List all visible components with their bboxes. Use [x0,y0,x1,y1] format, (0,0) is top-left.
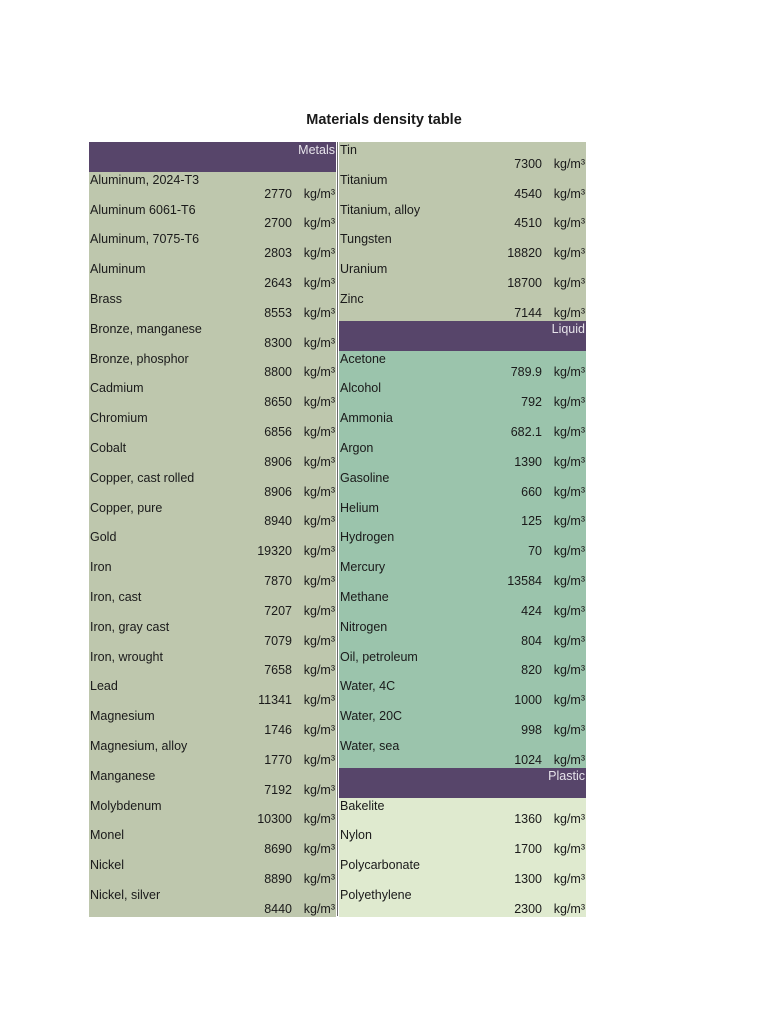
material-row [89,380,336,410]
material-name: Iron, wrought [90,649,163,664]
metals-continued-list [339,142,586,321]
density-value: 424 [521,603,542,618]
material-row [339,261,586,291]
section-header-metals [89,142,336,172]
density-value: 1360 [514,812,542,827]
material-name: Molybdenum [90,798,162,813]
density-value: 804 [521,633,542,648]
material-row [339,708,586,738]
material-name: Nitrogen [340,619,388,634]
material-row [339,857,586,887]
density-unit: kg/m³ [303,812,335,827]
density-value: 18820 [507,246,542,261]
material-name: Uranium [340,262,388,277]
material-row [89,440,336,470]
density-unit: kg/m³ [553,395,585,410]
material-row [89,529,336,559]
density-value: 8906 [264,484,292,499]
material-name: Nylon [340,828,372,843]
material-name: Chromium [90,411,148,426]
material-name: Titanium [340,172,388,187]
material-row [89,172,336,202]
material-name: Manganese [90,768,156,783]
density-value: 7300 [514,156,542,171]
material-row [339,827,586,857]
density-unit: kg/m³ [553,275,585,290]
material-row [339,619,586,649]
density-value: 4540 [514,186,542,201]
section-header-liquid [339,321,586,351]
density-unit: kg/m³ [553,186,585,201]
material-row [339,440,586,470]
material-row [89,321,336,351]
material-name: Gold [90,530,117,545]
density-value: 792 [521,395,542,410]
density-value: 820 [521,663,542,678]
material-name: Cadmium [90,381,144,396]
material-row [89,470,336,500]
density-unit: kg/m³ [303,335,335,350]
density-value: 7658 [264,663,292,678]
material-name: Water, sea [340,738,400,753]
density-unit: kg/m³ [553,484,585,499]
material-row [89,827,336,857]
density-value: 2803 [264,246,292,261]
density-unit: kg/m³ [303,305,335,320]
density-unit: kg/m³ [303,246,335,261]
column-divider [337,142,338,916]
left-column [89,142,336,917]
material-row [339,589,586,619]
density-unit: kg/m³ [303,424,335,439]
section-header-label: Plastic [548,768,585,783]
material-row [339,142,586,172]
density-value: 1746 [264,722,292,737]
material-row [89,738,336,768]
density-value: 18700 [507,275,542,290]
density-unit: kg/m³ [303,901,335,916]
density-value: 19320 [257,544,292,559]
density-unit: kg/m³ [553,365,585,380]
density-value: 13584 [507,573,542,588]
density-value: 998 [521,722,542,737]
density-unit: kg/m³ [553,722,585,737]
density-value: 8890 [264,871,292,886]
material-row [89,619,336,649]
density-value: 682.1 [510,424,542,439]
material-row [339,678,586,708]
density-value: 7207 [264,603,292,618]
density-value: 8690 [264,842,292,857]
material-name: Water, 20C [340,709,403,724]
material-row [339,738,586,768]
section-header-label: Metals [298,143,335,157]
section-header-label: Liquid [551,321,585,336]
material-name: Water, 4C [340,679,396,694]
density-unit: kg/m³ [303,365,335,380]
density-unit: kg/m³ [303,454,335,469]
density-unit: kg/m³ [553,454,585,469]
plastic-list [339,798,586,917]
material-name: Oil, petroleum [340,649,418,664]
material-row [339,500,586,530]
material-name: Lead [90,679,118,694]
density-unit: kg/m³ [303,544,335,559]
density-unit: kg/m³ [553,633,585,648]
material-row [89,708,336,738]
material-row [89,351,336,381]
density-unit: kg/m³ [553,871,585,886]
density-value: 125 [521,514,542,529]
material-row [89,678,336,708]
density-unit: kg/m³ [553,603,585,618]
material-row [89,261,336,291]
material-name: Copper, cast rolled [90,470,195,485]
material-name: Mercury [340,560,386,575]
density-unit: kg/m³ [553,752,585,767]
density-unit: kg/m³ [303,663,335,678]
page-title: Materials density table [306,112,462,128]
material-name: Nickel, silver [90,887,161,902]
material-row [89,798,336,828]
density-value: 2700 [264,216,292,231]
material-row [89,500,336,530]
material-name: Aluminum, 7075-T6 [90,232,200,247]
material-name: Bronze, phosphor [90,351,189,366]
material-row [339,291,586,321]
material-name: Aluminum 6061-T6 [90,202,196,217]
section-header-plastic [339,768,586,798]
density-value: 8940 [264,514,292,529]
material-name: Magnesium [90,709,155,724]
density-unit: kg/m³ [303,871,335,886]
material-row [339,798,586,828]
density-unit: kg/m³ [303,752,335,767]
density-value: 1024 [514,752,542,767]
material-row [89,887,336,917]
material-name: Titanium, alloy [340,202,421,217]
density-unit: kg/m³ [553,305,585,320]
density-value: 7144 [514,305,542,320]
density-unit: kg/m³ [303,603,335,618]
density-unit: kg/m³ [303,633,335,648]
density-unit: kg/m³ [553,842,585,857]
density-value: 11341 [258,693,292,708]
material-row [339,529,586,559]
density-value: 7870 [264,573,292,588]
material-name: Helium [340,500,379,515]
density-unit: kg/m³ [303,782,335,797]
material-name: Iron, cast [90,589,142,604]
density-unit: kg/m³ [303,216,335,231]
material-row [339,172,586,202]
material-name: Monel [90,828,125,843]
density-unit: kg/m³ [303,514,335,529]
material-row [339,559,586,589]
liquid-list [339,351,586,768]
density-unit: kg/m³ [303,275,335,290]
material-row [339,470,586,500]
density-unit: kg/m³ [553,216,585,231]
material-name: Bronze, manganese [90,321,202,336]
density-value: 8440 [264,901,292,916]
density-value: 10300 [257,812,292,827]
material-name: Iron, gray cast [90,619,170,634]
material-name: Gasoline [340,470,390,485]
density-unit: kg/m³ [553,573,585,588]
material-row [339,351,586,381]
density-value: 8553 [264,305,292,320]
density-value: 1390 [514,454,542,469]
density-unit: kg/m³ [303,722,335,737]
density-value: 2770 [264,186,292,201]
density-value: 6856 [264,424,292,439]
material-row [89,291,336,321]
material-name: Acetone [340,351,386,366]
density-value: 1700 [514,842,542,857]
density-value: 70 [528,544,542,559]
density-value: 8906 [264,454,292,469]
density-value: 4510 [514,216,542,231]
material-name: Bakelite [340,798,385,813]
density-value: 1300 [514,871,542,886]
material-row [89,589,336,619]
material-name: Aluminum [90,262,146,277]
material-row [89,768,336,798]
material-row [339,649,586,679]
material-name: Cobalt [90,440,127,455]
material-name: Brass [90,291,122,306]
density-unit: kg/m³ [553,544,585,559]
material-name: Nickel [90,858,125,873]
material-name: Tungsten [340,232,392,247]
material-name: Copper, pure [90,500,163,515]
density-unit: kg/m³ [553,514,585,529]
material-row [89,649,336,679]
density-value: 8800 [264,365,292,380]
density-unit: kg/m³ [553,901,585,916]
material-name: Magnesium, alloy [90,738,188,753]
material-row [89,410,336,440]
material-name: Zinc [340,291,364,306]
material-name: Argon [340,440,374,455]
material-name: Alcohol [340,381,381,396]
material-row [339,380,586,410]
material-name: Hydrogen [340,530,395,545]
material-name: Polycarbonate [340,858,420,873]
material-name: Tin [340,143,357,157]
material-row [89,857,336,887]
density-unit: kg/m³ [303,395,335,410]
material-row [89,559,336,589]
density-value: 660 [521,484,542,499]
material-name: Ammonia [340,411,393,426]
density-value: 8650 [264,395,292,410]
material-row [89,202,336,232]
density-value: 8300 [264,335,292,350]
material-row [339,202,586,232]
material-name: Methane [340,589,389,604]
material-row [89,231,336,261]
right-column [339,142,586,917]
material-row [339,231,586,261]
density-value: 789.9 [510,365,542,380]
material-name: Iron [90,560,112,575]
metals-list [89,172,336,917]
density-unit: kg/m³ [553,246,585,261]
density-unit: kg/m³ [553,663,585,678]
density-unit: kg/m³ [303,693,335,708]
density-value: 7192 [264,782,292,797]
density-value: 1770 [264,752,292,767]
density-value: 2300 [514,901,542,916]
density-unit: kg/m³ [303,573,335,588]
density-unit: kg/m³ [553,693,585,708]
density-unit: kg/m³ [553,812,585,827]
density-unit: kg/m³ [303,186,335,201]
density-unit: kg/m³ [303,484,335,499]
material-name: Polyethylene [340,887,412,902]
density-unit: kg/m³ [553,424,585,439]
density-value: 1000 [514,693,542,708]
density-unit: kg/m³ [303,842,335,857]
material-row [339,410,586,440]
material-name: Aluminum, 2024-T3 [90,172,200,187]
density-value: 7079 [264,633,292,648]
density-unit: kg/m³ [553,156,585,171]
material-row [339,887,586,917]
density-value: 2643 [264,275,292,290]
